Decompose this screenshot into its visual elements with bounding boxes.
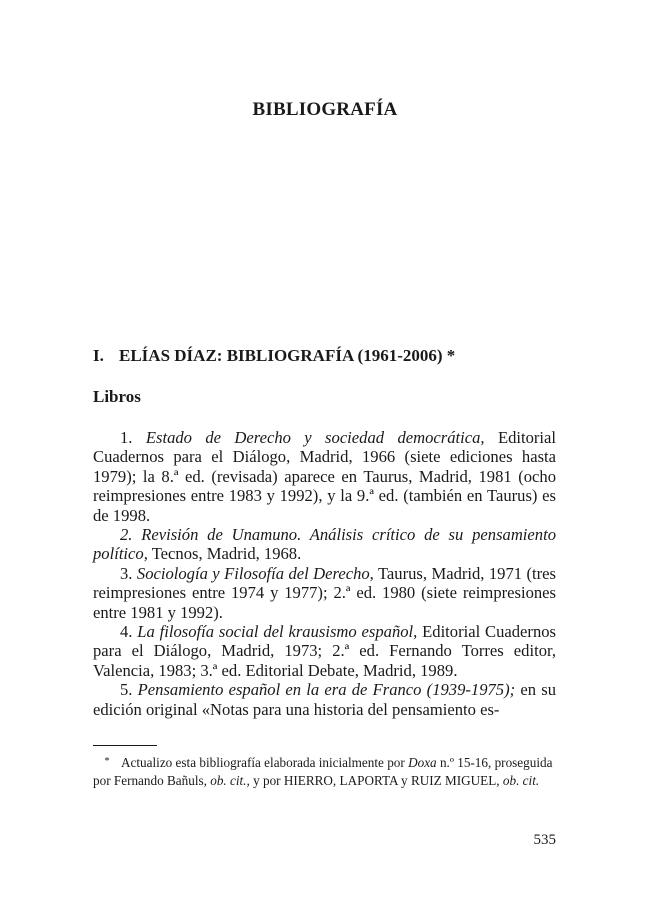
footnote-divider	[93, 745, 157, 746]
entry-number: 2.	[120, 525, 133, 545]
entry-number: 3.	[120, 563, 133, 583]
entry-details: en su edición original «Notas para una historia del pensamiento es-	[93, 680, 556, 719]
bibliography-entry	[93, 622, 556, 680]
footnote-text: y por HIERRO, LAPORTA y RUIZ MIGUEL,	[249, 773, 503, 788]
entry-title: Estado de Derecho y sociedad democrática,	[145, 428, 485, 447]
entry-details: Editorial Cuadernos para el Diálogo, Madrid, 1973; 2.ª ed. Fernando Torres editor, Valencia, 1983; 3.ª ed. Editorial Debate, Madrid, 1989.	[93, 622, 556, 680]
section-heading	[93, 346, 455, 366]
page-title: BIBLIOGRAFÍA	[252, 99, 398, 120]
entry-details: Taurus, Madrid, 1971 (tres reimpresiones entre 1974 y 1977); 2.ª ed. 1980 (siete reimpresiones entre 1981 y 1992).	[93, 563, 556, 622]
citation-ref: ob. cit.,	[210, 773, 250, 788]
entry-number: 1.	[120, 428, 133, 447]
citation-ref: ob. cit.	[502, 773, 540, 788]
entry-title: La filosofía social del krausismo español,	[137, 622, 418, 642]
section-title: ELÍAS DÍAZ: BIBLIOGRAFÍA (1961-2006) *	[119, 346, 456, 365]
bibliography-entry	[93, 564, 556, 622]
bibliography-list	[93, 428, 556, 719]
footnote-text: Actualizo esta bibliografía elaborada inicialmente por	[121, 755, 409, 770]
footnote	[93, 753, 556, 790]
entry-details: Editorial Cuadernos para el Diálogo, Madrid, 1966 (siete ediciones hasta 1979); la 8.ª ed. (revisada) aparece en Taurus, Madrid, 1981 (ocho reimpresiones entre 1983 y 1992), y la 9.ª ed. (también en Taurus) es de 1998.	[93, 428, 557, 525]
entry-number: 4.	[120, 622, 133, 642]
bibliography-entry	[93, 428, 556, 525]
subsection-heading: Libros	[93, 387, 141, 406]
footnote-mark: *	[104, 756, 110, 767]
bibliography-entry	[93, 680, 556, 719]
entry-details: Tecnos, Madrid, 1968.	[147, 544, 302, 564]
section-number: I.	[93, 346, 104, 365]
entry-title: Pensamiento español en la era de Franco (1939-1975);	[137, 680, 516, 700]
page-number: 535	[533, 832, 556, 848]
journal-name: Doxa	[408, 755, 437, 770]
entry-title: Sociología y Filosofía del Derecho,	[136, 563, 374, 583]
bibliography-entry	[93, 525, 556, 564]
entry-title: Revisión de Unamuno. Análisis crítico de su pensamiento político,	[93, 525, 556, 564]
entry-number: 5.	[120, 680, 133, 700]
footnote-text: n.º 15-16, proseguida por Fernando Bañuls,	[93, 755, 553, 788]
